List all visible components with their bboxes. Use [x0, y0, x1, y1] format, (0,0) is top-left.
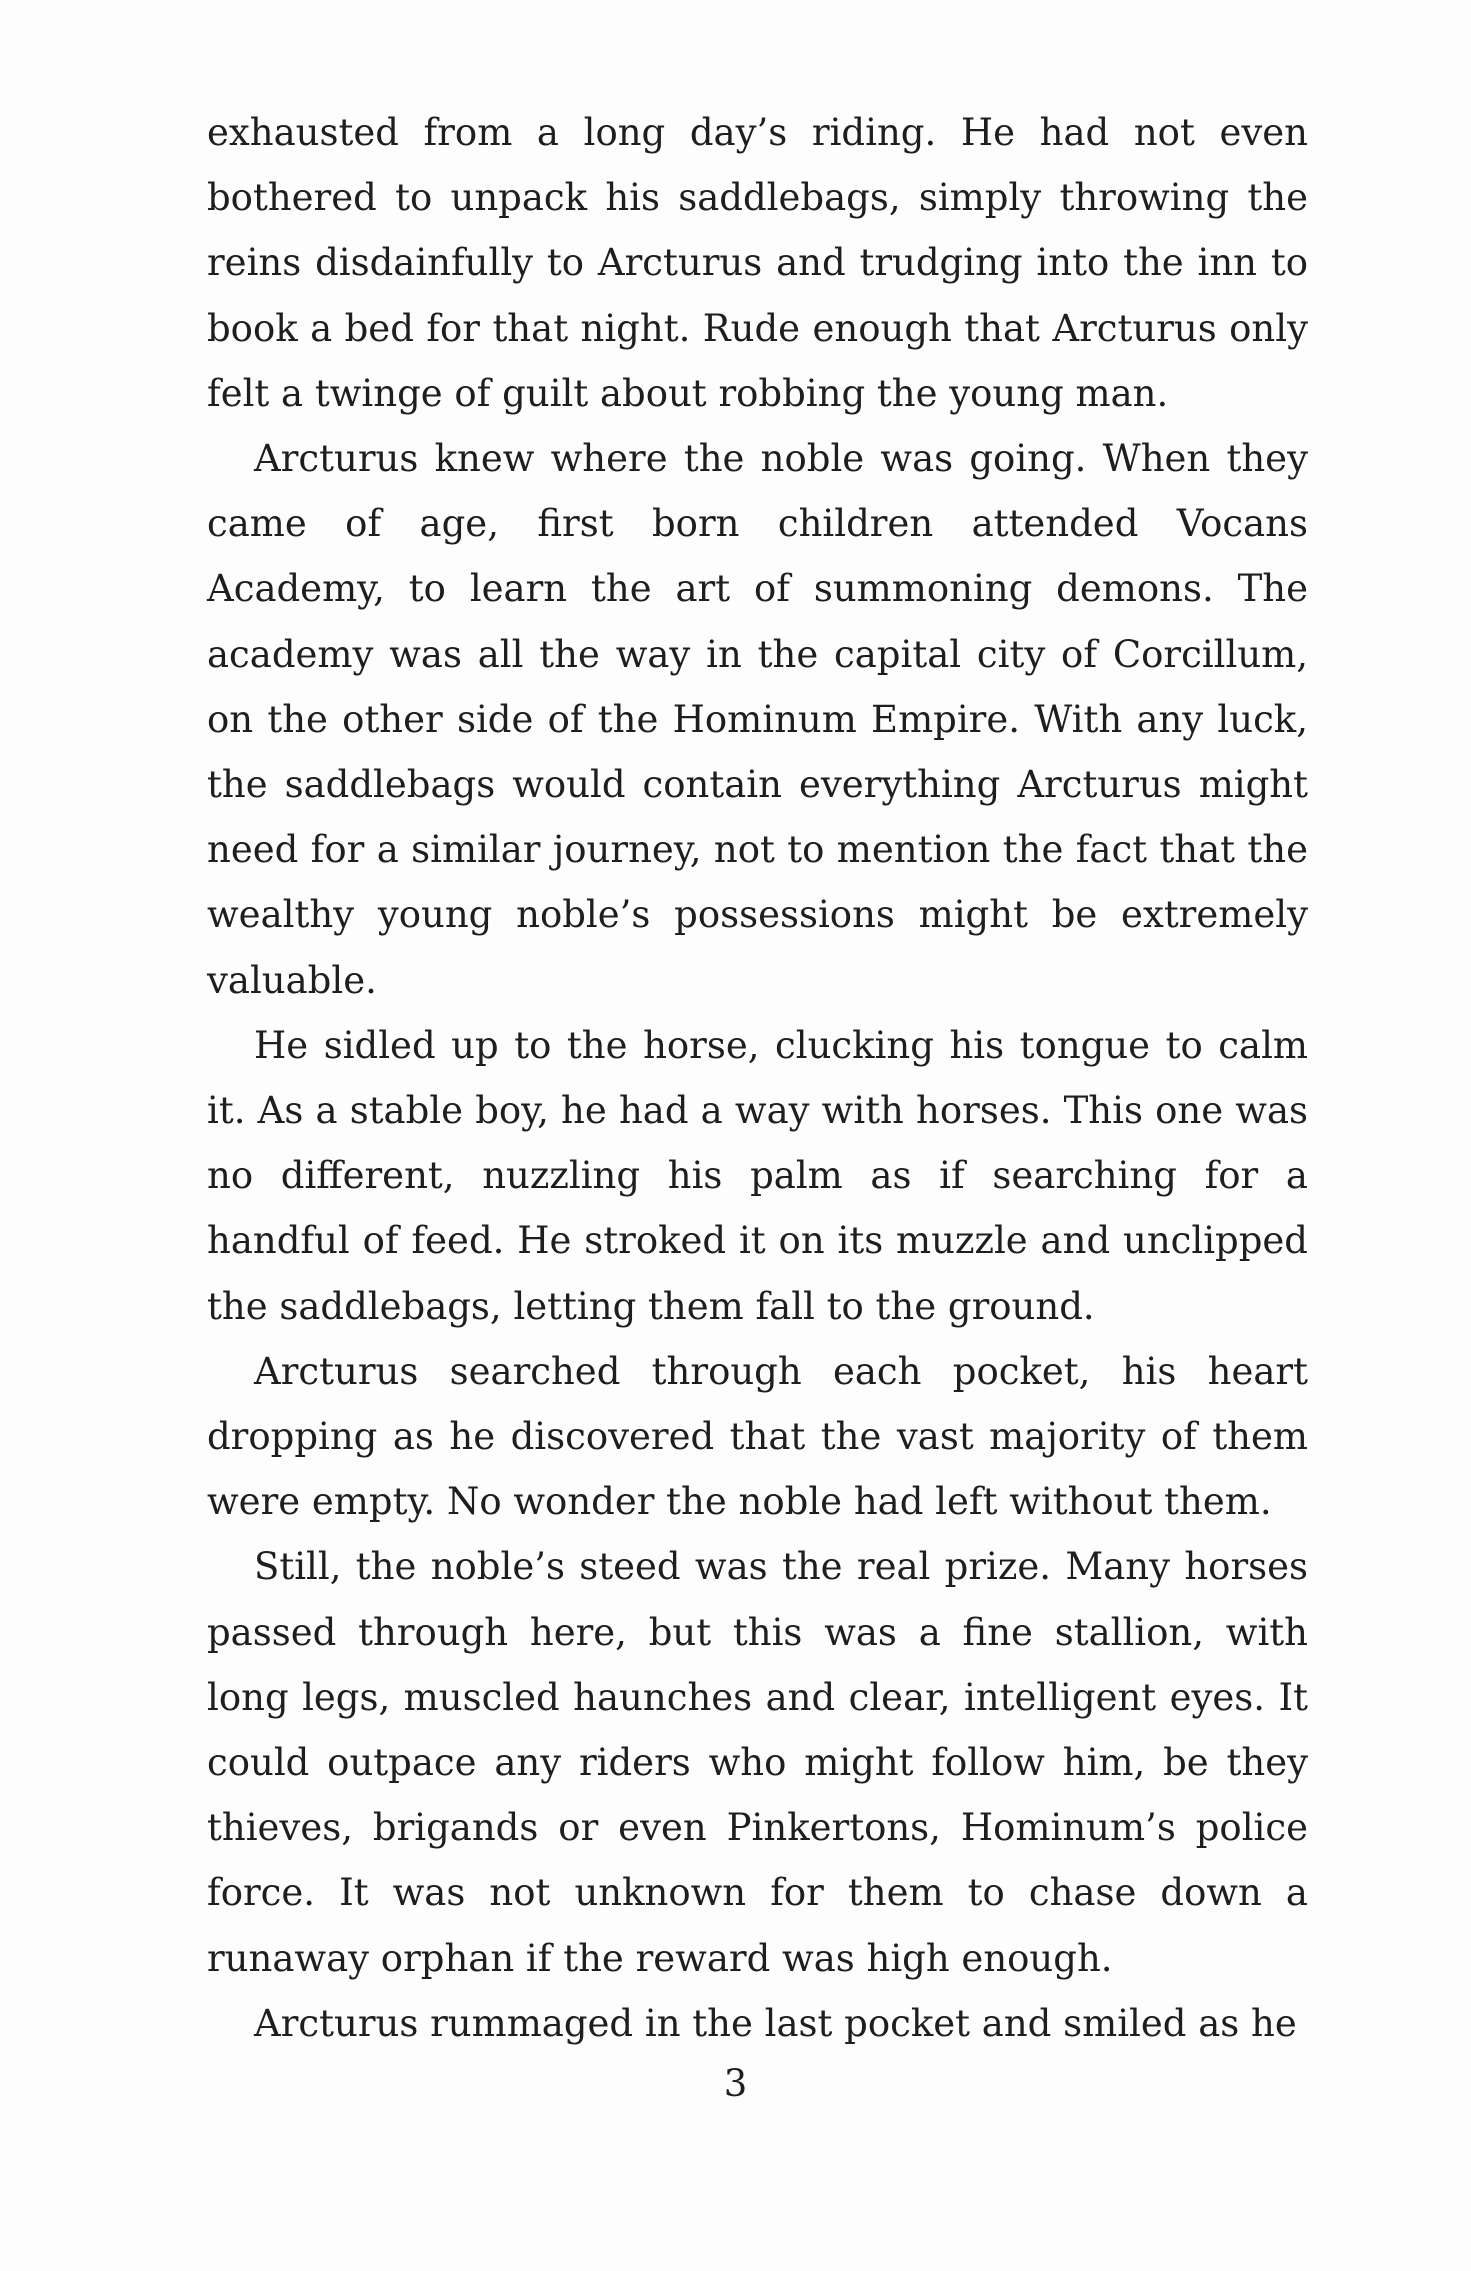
- paragraph-4: Arcturus searched through each pocket, his heart dropping as he discovered that the vast majority of them were empty. No wonder the noble had left without them.: [207, 1349, 1308, 1524]
- paragraph-3: He sidled up to the horse, clucking his tongue to calm it. As a stable boy, he had a way with horses. This one was no different, nuzzling his palm as if searching for a handful of feed. He stroked it on its muzzle and unclipped the saddlebags, letting them fall to the ground.: [207, 1023, 1308, 1328]
- paragraph-6: Arcturus rummaged in the last pocket and smiled as he: [254, 2001, 1297, 2045]
- page-number: 3: [723, 2062, 748, 2105]
- paragraph-1: exhausted from a long day’s riding. He had not even bothered to unpack his saddlebags, simply throwing the reins disdainfully to Arcturus and trudging into the inn to book a bed for that night. Rude enough that Arcturus only felt a twinge of guilt about robbing the young man.: [207, 111, 1308, 415]
- page-body-text: [207, 100, 1308, 2056]
- paragraph-2: Arcturus knew where the noble was going. When they came of age, first born children attended Vocans Academy, to learn the art of summoning demons. The academy was all the way in the capital city of Corcillum, on the other side of the Hominum Empire. With any luck, the saddlebags would contain everything Arcturus might need for a similar journey, not to mention the fact that the wealthy young noble’s possessions might be extremely valuable.: [207, 437, 1308, 1002]
- paragraph-5: Still, the noble’s steed was the real prize. Many horses passed through here, but this was a fine stallion, with long legs, muscled haunches and clear, intelligent eyes. It could outpace any riders who might follow him, be they thieves, brigands or even Pinkertons, Hominum’s police force. It was not unknown for them to chase down a runaway orphan if the reward was high enough.: [207, 1545, 1308, 1980]
